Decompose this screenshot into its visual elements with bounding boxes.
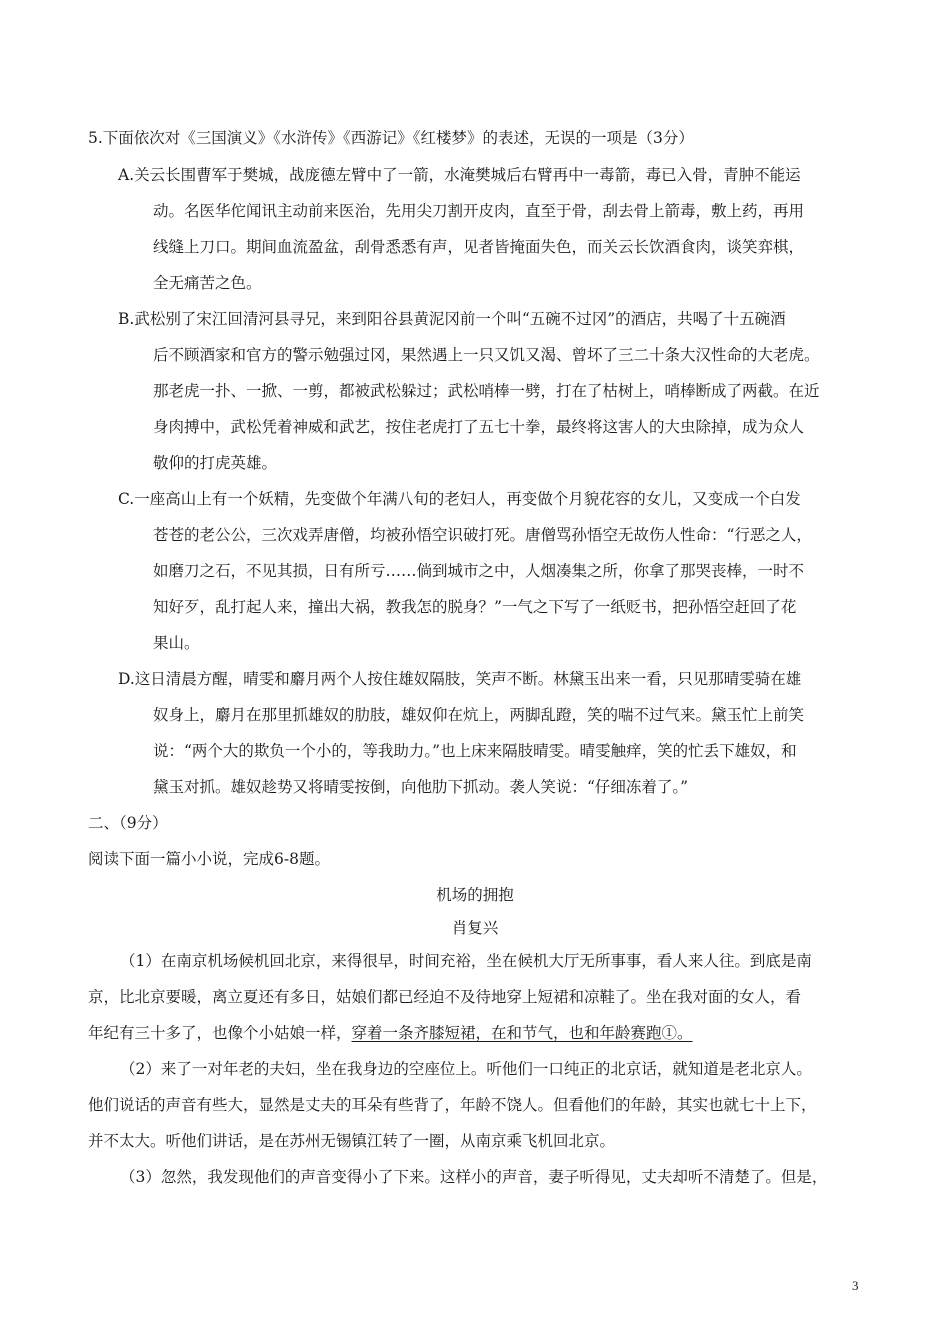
option-c-line-5: 果山。 (153, 634, 200, 652)
option-d-line-3: 说：“两个大的欺负一个小的，等我助力。”也上床来隔肢晴雯。晴雯触痒，笑的忙丢下雄奴，和 (153, 742, 797, 760)
paragraph-1-underlined-phrase: 穿着一条齐膝短裙，在和节气，也和年龄赛跑①。 (351, 1024, 693, 1042)
paragraph-3-line-1: （3）忽然，我发现他们的声音变得小了下来。这样小的声音，妻子听得见，丈夫却听不清楚了。但是， (120, 1168, 828, 1186)
option-a-line-3: 线缝上刀口。期间血流盈盆，刮骨悉悉有声，见者皆掩面失色，而关云长饮酒食肉，谈笑弈棋， (153, 238, 805, 256)
section-2-heading: 二、（9分） (88, 814, 168, 832)
option-a-line-4: 全无痛苦之色。 (153, 274, 262, 292)
option-c-line-4: 知好歹，乱打起人来，撞出大祸，教我怎的脱身？”一气之下写了一纸贬书，把孙悟空赶回了花 (153, 598, 797, 616)
option-d-line-1: D.这日清晨方醒，晴雯和麝月两个人按住雄奴隔肢，笑声不断。林黛玉出来一看，只见那晴雯骑在雄 (118, 670, 802, 688)
paragraph-1-plain-text: 年纪有三十多了，也像个小姑娘一样， (88, 1024, 352, 1042)
option-b-line-3: 那老虎一扑、一掀、一剪，都被武松躲过；武松哨棒一劈，打在了枯树上，哨棒断成了两截。在近 (153, 382, 820, 400)
option-c-line-1: C.一座高山上有一个妖精，先变做个年满八旬的老妇人，再变做个月貌花容的女儿，又变成一个白发 (118, 490, 801, 508)
option-b-line-5: 敬仰的打虎英雄。 (153, 454, 278, 472)
paragraph-2-line-3: 并不太大。听他们讲话，是在苏州无锡镇江转了一圈，从南京乘飞机回北京。 (88, 1132, 616, 1150)
option-b-line-1: B.武松别了宋江回清河县寻兄，来到阳谷县黄泥冈前一个叫“五碗不过冈”的酒店，共喝了十五碗酒 (118, 310, 786, 328)
story-author: 肖复兴 (451, 919, 499, 937)
option-a-line-1: A.关云长围曹军于樊城，战庞德左臂中了一箭，水淹樊城后右臂再中一毒箭，毒已入骨，青肿不能运 (118, 166, 801, 184)
option-c-line-2: 苍苍的老公公，三次戏弄唐僧，均被孙悟空识破打死。唐僧骂孙悟空无故伤人性命：“行恶之人， (153, 526, 812, 544)
paragraph-1-line-1: （1）在南京机场候机回北京，来得很早，时间充裕，坐在候机大厅无所事事，看人来人往。到底是南 (120, 952, 812, 970)
option-b-line-2: 后不顾酒家和官方的警示勉强过冈，果然遇上一只又饥又渴、曾坏了三二十条大汉性命的大老虎。 (153, 346, 820, 364)
option-a-line-2: 动。名医华佗闻讯主动前来医治，先用尖刀割开皮肉，直至于骨，刮去骨上箭毒，敷上药，再用 (153, 202, 805, 220)
option-d-line-4: 黛玉对抓。雄奴趁势又将晴雯按倒，向他肋下抓动。袭人笑说：“仔细冻着了。” (153, 778, 689, 796)
paragraph-2-line-2: 他们说话的声音有些大，显然是丈夫的耳朵有些背了，年龄不饶人。但看他们的年龄，其实也就七十上下， (88, 1096, 817, 1114)
option-b-line-4: 身肉搏中，武松凭着神威和武艺，按住老虎打了五七十拳，最终将这害人的大虫除掉，成为众人 (153, 418, 805, 436)
story-title: 机场的拥抱 (436, 886, 514, 904)
option-d-line-2: 奴身上，麝月在那里抓雄奴的肋肢，雄奴仰在炕上，两脚乱蹬，笑的喘不过气来。黛玉忙上前笑 (153, 706, 805, 724)
paragraph-1-line-3 (88, 1023, 693, 1045)
question-5-stem: 5.下面依次对《三国演义》《水浒传》《西游记》《红楼梦》的表述，无误的一项是（3分） (88, 129, 694, 147)
paragraph-2-line-1: （2）来了一对年老的夫妇，坐在我身边的空座位上。听他们一口纯正的北京话，就知道是老北京人。 (120, 1060, 812, 1078)
paragraph-1-line-2: 京，比北京要暖，离立夏还有多日，姑娘们都已经迫不及待地穿上短裙和凉鞋了。坐在我对面的女人，看 (88, 988, 802, 1006)
option-c-line-3: 如磨刀之石，不见其损，日有所亏……倘到城市之中，人烟凑集之所，你拿了那哭丧棒，一时不 (153, 562, 805, 580)
section-2-instruction: 阅读下面一篇小小说，完成6-8题。 (88, 850, 330, 868)
page-number: 3 (852, 1278, 859, 1293)
